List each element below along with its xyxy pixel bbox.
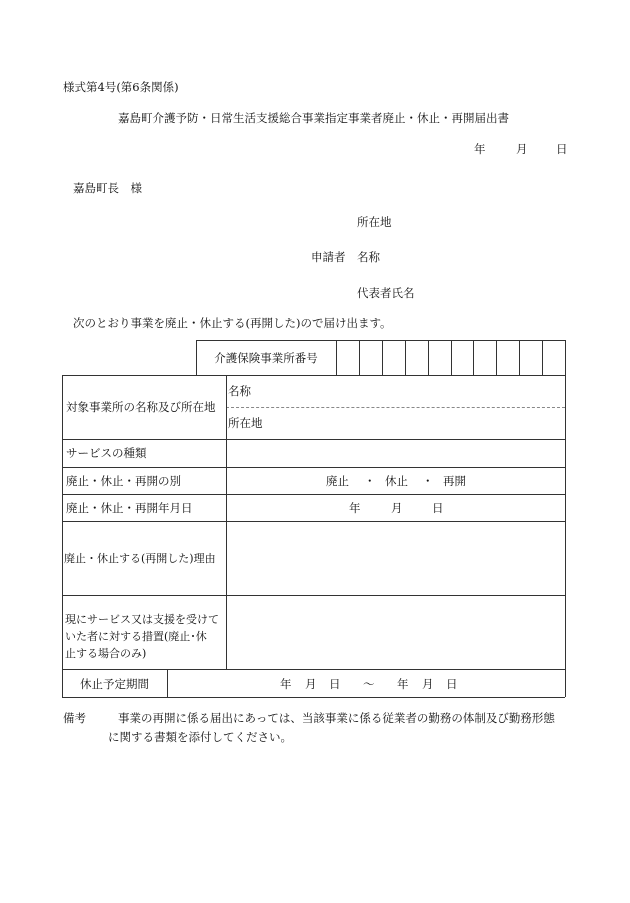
period-end-day: 日 — [446, 677, 458, 691]
service-type-label: サービスの種類 — [66, 446, 147, 460]
category-label: 廃止・休止・再開の別 — [66, 473, 181, 488]
insurance-number-label: 介護保険事業所番号 — [214, 350, 318, 365]
period-start-day: 日 — [329, 677, 341, 691]
period-tilde: ～ — [363, 677, 375, 691]
option-kyushi[interactable]: 休止 — [385, 474, 408, 488]
measures-label-line-1: 現にサービス又は支援を受けて — [65, 613, 219, 626]
service-type-field[interactable] — [228, 441, 563, 465]
applicant-rep-label: 代表者氏名 — [357, 286, 415, 300]
measures-label-line-2: いた者に対する措置(廃止･休 — [65, 630, 207, 643]
remarks-line-2: に関する書類を添付してください。 — [108, 730, 292, 744]
measures-label — [65, 611, 219, 662]
applicant-address-label: 所在地 — [357, 215, 392, 229]
intro-text: 次のとおり事業を廃止・休止する(再開した)ので届け出ます。 — [73, 316, 392, 330]
target-address-field[interactable] — [300, 410, 562, 436]
insurance-number-box[interactable] — [519, 340, 542, 375]
applicant-name-label: 名称 — [357, 250, 380, 264]
measures-field[interactable] — [228, 597, 563, 667]
insurance-number-box[interactable] — [428, 340, 451, 375]
option-haishi[interactable]: 廃止 — [326, 474, 349, 488]
remarks-label: 備考 — [63, 711, 86, 725]
date-row-year: 年 — [349, 501, 361, 515]
insurance-number-box[interactable] — [496, 340, 519, 375]
date-day: 日 — [556, 142, 568, 156]
form-number: 様式第4号(第6条関係) — [63, 80, 179, 94]
option-sep-1: ・ — [364, 474, 376, 488]
insurance-number-box[interactable] — [336, 340, 359, 375]
insurance-number-box[interactable] — [542, 340, 565, 375]
insurance-number-box[interactable] — [382, 340, 405, 375]
option-sep-2: ・ — [422, 474, 434, 488]
target-name-field[interactable] — [300, 378, 562, 404]
remarks-line-1: 事業の再開に係る届出にあっては、当該事業に係る従業者の勤務の体制及び勤務形態 — [118, 711, 555, 725]
option-saikai[interactable]: 再開 — [443, 474, 466, 488]
period-end-month: 月 — [422, 677, 434, 691]
reason-field[interactable] — [228, 523, 563, 593]
addressee: 嘉島町長 様 — [73, 181, 142, 195]
reason-label: 廃止・休止する(再開した)理由 — [64, 552, 216, 565]
insurance-number-box[interactable] — [451, 340, 474, 375]
insurance-number-box[interactable] — [359, 340, 382, 375]
date-row-label: 廃止・休止・再開年月日 — [66, 500, 193, 515]
target-name-label: 名称 — [228, 384, 251, 398]
period-start-month: 月 — [305, 677, 317, 691]
date-year: 年 — [474, 142, 486, 156]
measures-label-line-3: 止する場合のみ) — [65, 647, 147, 660]
applicant-label: 申請者 — [311, 250, 346, 264]
date-row-day: 日 — [432, 501, 444, 515]
period-end-year: 年 — [397, 677, 409, 691]
target-office-label: 対象事業所の名称及び所在地 — [66, 400, 216, 414]
insurance-number-box[interactable] — [473, 340, 496, 375]
insurance-number-box[interactable] — [405, 340, 428, 375]
date-month: 月 — [516, 142, 528, 156]
form-title: 嘉島町介護予防・日常生活支援総合事業指定事業者廃止・休止・再開届出書 — [118, 111, 509, 125]
period-label: 休止予定期間 — [80, 677, 149, 691]
target-address-label: 所在地 — [228, 416, 263, 430]
period-start-year: 年 — [280, 677, 292, 691]
date-row-month: 月 — [391, 501, 403, 515]
